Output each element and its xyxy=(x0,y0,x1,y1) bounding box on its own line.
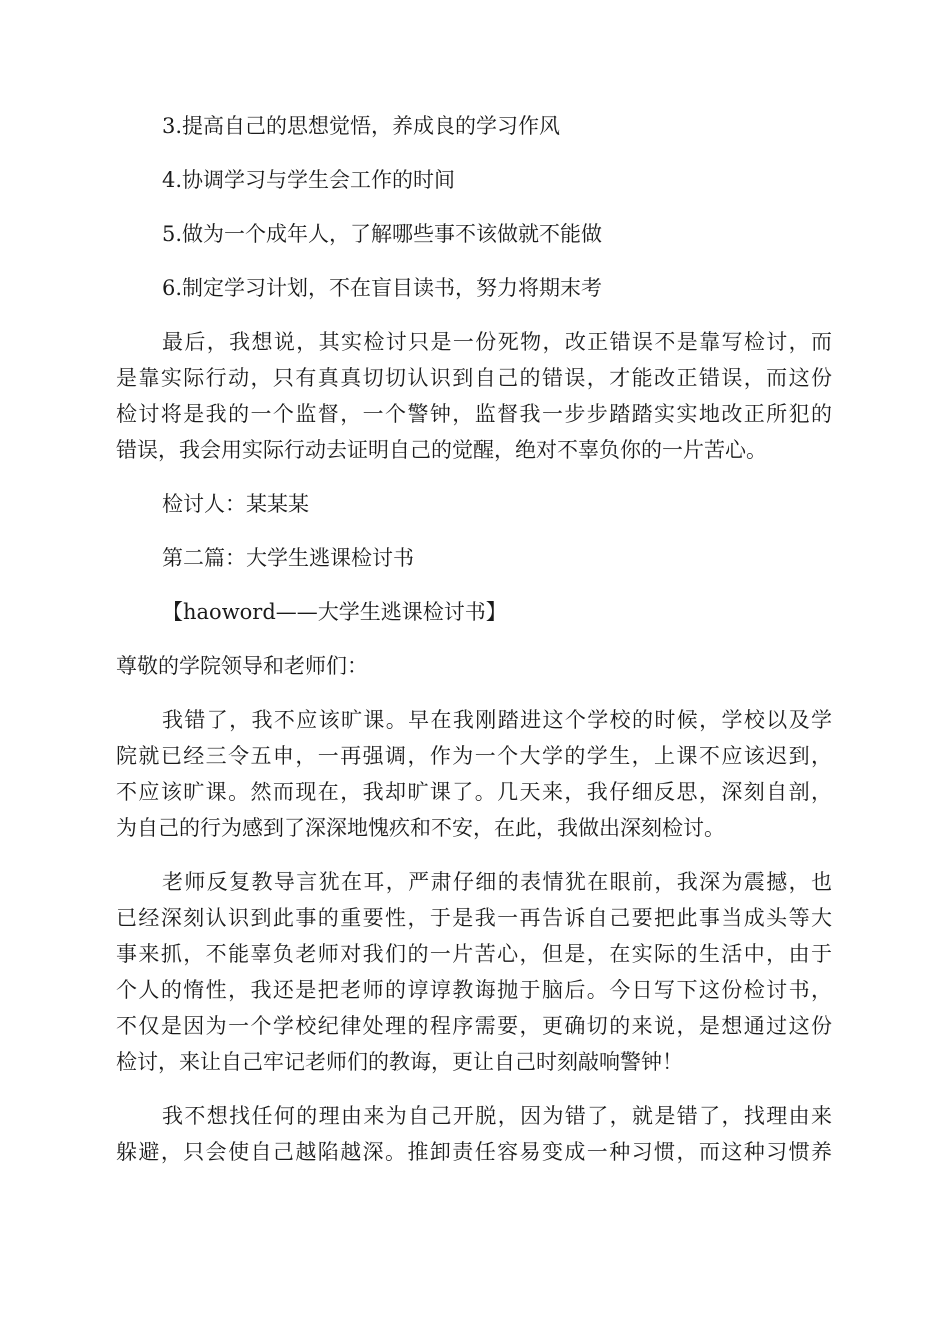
section-title: 第二篇：大学生逃课检讨书 xyxy=(162,546,414,570)
paragraph-line: 不应该旷课。然而现在，我却旷课了。几天来，我仔细反思，深刻自剖， xyxy=(116,780,832,804)
conclusion-paragraph xyxy=(116,324,832,468)
paragraph-line: 老师反复教导言犹在耳，严肃仔细的表情犹在眼前，我深为震撼，也 xyxy=(162,870,832,894)
paragraph-line: 是靠实际行动，只有真真切切认识到自己的错误，才能改正错误，而这份 xyxy=(116,366,832,390)
body-paragraph-2 xyxy=(116,864,832,1080)
paragraph-line: 检讨，来让自己牢记老师们的教诲，更让自己时刻敲响警钟！ xyxy=(116,1050,683,1074)
list-item: 5.做为一个成年人，了解哪些事不该做就不能做 xyxy=(162,222,603,246)
document-page xyxy=(116,108,832,1188)
list-item: 6.制定学习计划，不在盲目读书，努力将期末考 xyxy=(162,276,603,300)
paragraph-line: 最后，我想说，其实检讨只是一份死物，改正错误不是靠写检讨，而 xyxy=(162,330,832,354)
paragraph-line: 个人的惰性，我还是把老师的谆谆教诲抛于脑后。今日写下这份检讨书， xyxy=(116,978,832,1002)
paragraph-line: 躲避，只会使自己越陷越深。推卸责任容易变成一种习惯，而这种习惯养 xyxy=(116,1140,832,1164)
paragraph-line: 事来抓，不能辜负老师对我们的一片苦心，但是，在实际的生活中，由于 xyxy=(116,942,832,966)
paragraph-line: 错误，我会用实际行动去证明自己的觉醒，绝对不辜负你的一片苦心。 xyxy=(116,438,767,462)
body-paragraph-1 xyxy=(116,702,832,846)
paragraph-line: 我不想找任何的理由来为自己开脱，因为错了，就是错了，找理由来 xyxy=(162,1104,832,1128)
paragraph-line: 我错了，我不应该旷课。早在我刚踏进这个学校的时候，学校以及学 xyxy=(162,708,832,732)
signer-line: 检讨人：某某某 xyxy=(162,492,309,516)
document-title: 【haoword——大学生逃课检讨书】 xyxy=(162,600,507,624)
salutation: 尊敬的学院领导和老师们： xyxy=(116,654,368,678)
paragraph-line: 院就已经三令五申，一再强调，作为一个大学的学生，上课不应该迟到， xyxy=(116,744,832,768)
list-item: 3.提高自己的思想觉悟，养成良的学习作风 xyxy=(162,114,561,138)
paragraph-line: 为自己的行为感到了深深地愧疚和不安，在此，我做出深刻检讨。 xyxy=(116,816,725,840)
list-item: 4.协调学习与学生会工作的时间 xyxy=(162,168,456,192)
paragraph-line: 已经深刻认识到此事的重要性，于是我一再告诉自己要把此事当成头等大 xyxy=(116,906,832,930)
paragraph-line: 检讨将是我的一个监督，一个警钟，监督我一步步踏踏实实地改正所犯的 xyxy=(116,402,832,426)
body-paragraph-3 xyxy=(116,1098,832,1170)
paragraph-line: 不仅是因为一个学校纪律处理的程序需要，更确切的来说，是想通过这份 xyxy=(116,1014,832,1038)
